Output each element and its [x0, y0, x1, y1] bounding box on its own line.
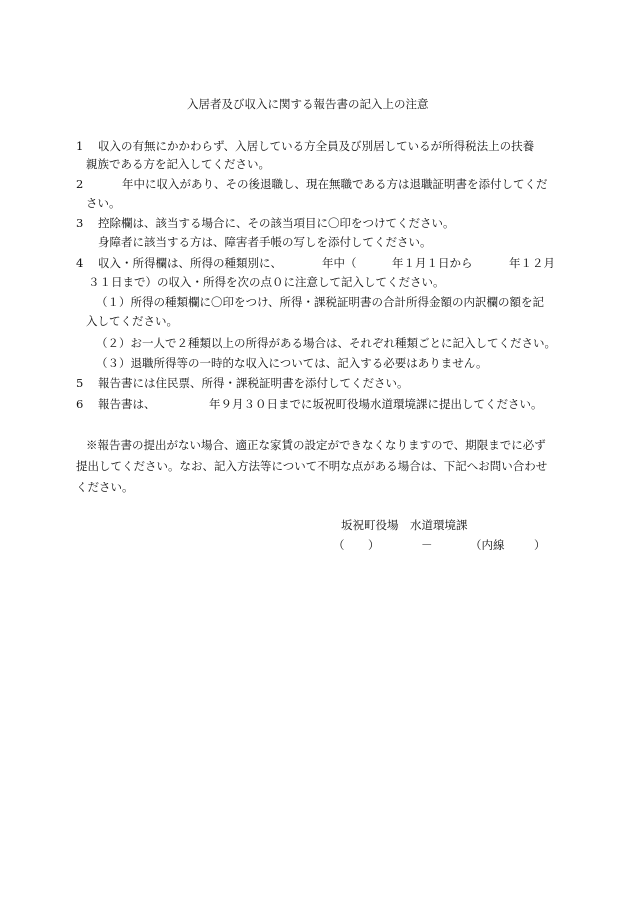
note-text: 提出してください。なお、記入方法等について不明な点がある場合は、下記へお問い合わせ [76, 459, 548, 473]
item-text: 報告書は、 [98, 397, 156, 411]
note-text: ください。 [76, 480, 134, 494]
item-number: 5 [76, 376, 84, 390]
item-text: 身障者に該当する方は、障害者手帳の写しを添付してください。 [98, 235, 432, 249]
contact-phone-open: （ [333, 538, 345, 552]
item-text: 年中に収入があり、その後退職し、現在無職である方は退職証明書を添付してくだ [122, 177, 548, 191]
sub-item-text: （１）所得の種類欄に〇印をつけ、所得・課税証明書の合計所得金額の内訳欄の額を記 [96, 295, 545, 309]
item-text: 報告書には住民票、所得・課税証明書を添付してください。 [98, 376, 409, 390]
contact-phone-close: ） [368, 538, 380, 552]
contact-phone-dash: － [421, 538, 433, 552]
sub-item-text: （２）お一人で２種類以上の所得がある場合は、それぞれ種類ごとに記入してください。 [96, 336, 556, 350]
item-text: 控除欄は、該当する場合に、その該当項目に〇印をつけてください。 [98, 216, 455, 230]
note-text: ※報告書の提出がない場合、適正な家賃の設定ができなくなりますので、期限までに必ず [86, 438, 546, 452]
item-text-part: 年１２月 [509, 256, 555, 270]
sub-item-text: （３）退職所得等の一時的な収入については、記入する必要はありません。 [96, 356, 488, 370]
contact-extension-open: （内線 [470, 538, 505, 552]
item-text: 収入の有無にかかわらず、入居している方全員及び別居しているが所得税法上の扶養 [98, 139, 535, 153]
item-number: 6 [76, 397, 84, 411]
item-text-part: 年中（ [322, 256, 357, 270]
document-title: 入居者及び収入に関する報告書の記入上の注意 [187, 97, 429, 111]
contact-extension-close: ） [534, 538, 546, 552]
item-number: 4 [76, 256, 84, 270]
item-text-part: 年９月３０日までに坂祝町役場水道環境課に提出してください。 [209, 397, 543, 411]
item-number: 1 [76, 139, 84, 153]
item-text-part: 年１月１日から [392, 256, 473, 270]
item-text: さい。 [86, 196, 121, 210]
item-text: ３１日まで）の収入・所得を次の点０に注意して記入してください。 [88, 275, 445, 289]
item-number: 3 [76, 216, 84, 230]
sub-item-text: 入してください。 [86, 314, 178, 328]
item-text: 親族である方を記入してください。 [86, 157, 270, 171]
item-number: 2 [76, 177, 84, 191]
item-text: 収入・所得欄は、所得の種類別に、 [98, 256, 282, 270]
contact-office: 坂祝町役場 水道環境課 [341, 518, 468, 532]
